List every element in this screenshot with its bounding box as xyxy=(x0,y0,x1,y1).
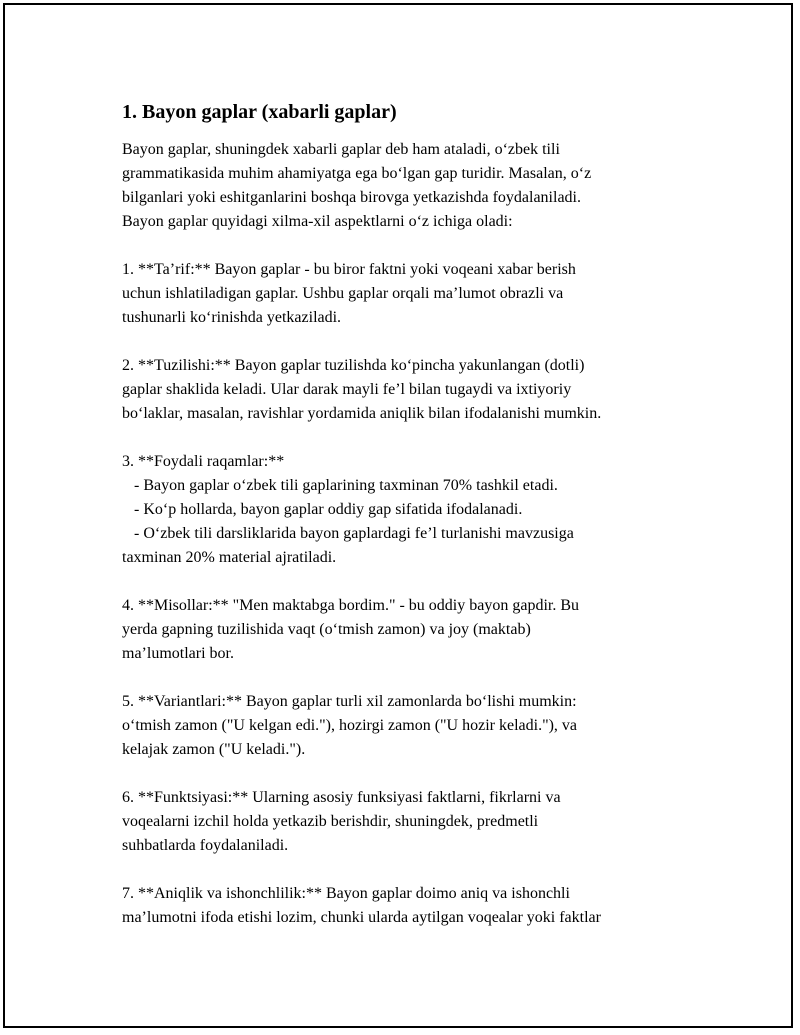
paragraph-line: gaplar shaklida keladi. Ular darak mayli fe’l bilan tugaydi va ixtiyoriy xyxy=(122,381,572,398)
paragraph-line: 7. **Aniqlik va ishonchlilik:** Bayon gaplar doimo aniq va ishonchli xyxy=(122,885,570,902)
section-heading: 1. Bayon gaplar (xabarli gaplar) xyxy=(122,101,397,123)
paragraph xyxy=(122,882,692,930)
paragraph-line: 5. **Variantlari:** Bayon gaplar turli xil zamonlarda bo‘lishi mumkin: xyxy=(122,693,577,710)
paragraph-line: taxminan 20% material ajratiladi. xyxy=(122,549,337,566)
paragraph-line: o‘tmish zamon ("U kelgan edi."), hozirgi zamon ("U hozir keladi."), va xyxy=(122,717,578,734)
paragraph xyxy=(122,594,692,666)
paragraph xyxy=(122,354,692,426)
paragraph-line: 2. **Tuzilishi:** Bayon gaplar tuzilishda ko‘pincha yakunlangan (dotli) xyxy=(122,357,585,374)
paragraph-line: Bayon gaplar quyidagi xilma-xil aspektlarni o‘z ichiga oladi: xyxy=(122,213,513,230)
paragraph xyxy=(122,138,692,234)
paragraph-line: uchun ishlatiladigan gaplar. Ushbu gaplar orqali ma’lumot obrazli va xyxy=(122,285,564,302)
paragraph-line: ma’lumotni ifoda etishi lozim, chunki ularda aytilgan voqealar yoki faktlar xyxy=(122,909,601,926)
paragraph-line: - Ko‘p hollarda, bayon gaplar oddiy gap sifatida ifodalanadi. xyxy=(134,501,523,518)
document-content xyxy=(122,100,692,954)
paragraph-line: bo‘laklar, masalan, ravishlar yordamida aniqlik bilan ifodalanishi mumkin. xyxy=(122,405,602,422)
paragraph-line: kelajak zamon ("U keladi."). xyxy=(122,741,306,758)
paragraph-line: bilganlari yoki eshitganlarini boshqa birovga yetkazishda foydalaniladi. xyxy=(122,189,581,206)
paragraph-line: 6. **Funktsiyasi:** Ularning asosiy funksiyasi faktlarni, fikrlarni va xyxy=(122,789,561,806)
page-frame xyxy=(3,3,793,1028)
paragraph-line: 1. **Ta’rif:** Bayon gaplar - bu biror faktni yoki voqeani xabar berish xyxy=(122,261,576,278)
paragraph xyxy=(122,786,692,858)
paragraph-line: Bayon gaplar, shuningdek xabarli gaplar deb ham ataladi, o‘zbek tili xyxy=(122,141,560,158)
paragraph-line: suhbatlarda foydalaniladi. xyxy=(122,837,289,854)
paragraph-line: - Bayon gaplar o‘zbek tili gaplarining taxminan 70% tashkil etadi. xyxy=(134,477,558,494)
paragraph xyxy=(122,690,692,762)
paragraph-line: tushunarli ko‘rinishda yetkaziladi. xyxy=(122,309,342,326)
paragraph-line: 4. **Misollar:** "Men maktabga bordim." - bu oddiy bayon gapdir. Bu xyxy=(122,597,580,614)
paragraph-line: grammatikasida muhim ahamiyatga ega bo‘lgan gap turidir. Masalan, o‘z xyxy=(122,165,592,182)
paragraph-line: 3. **Foydali raqamlar:** xyxy=(122,453,285,470)
paragraph-line: ma’lumotlari bor. xyxy=(122,645,234,662)
paragraph-line: yerda gapning tuzilishida vaqt (o‘tmish zamon) va joy (maktab) xyxy=(122,621,531,638)
paragraph xyxy=(122,258,692,330)
paragraph xyxy=(122,450,692,570)
paragraph-line: - O‘zbek tili darsliklarida bayon gaplardagi fe’l turlanishi mavzusiga xyxy=(134,525,574,542)
paragraph-list xyxy=(122,138,692,930)
paragraph-line: voqealarni izchil holda yetkazib berishdir, shuningdek, predmetli xyxy=(122,813,539,830)
